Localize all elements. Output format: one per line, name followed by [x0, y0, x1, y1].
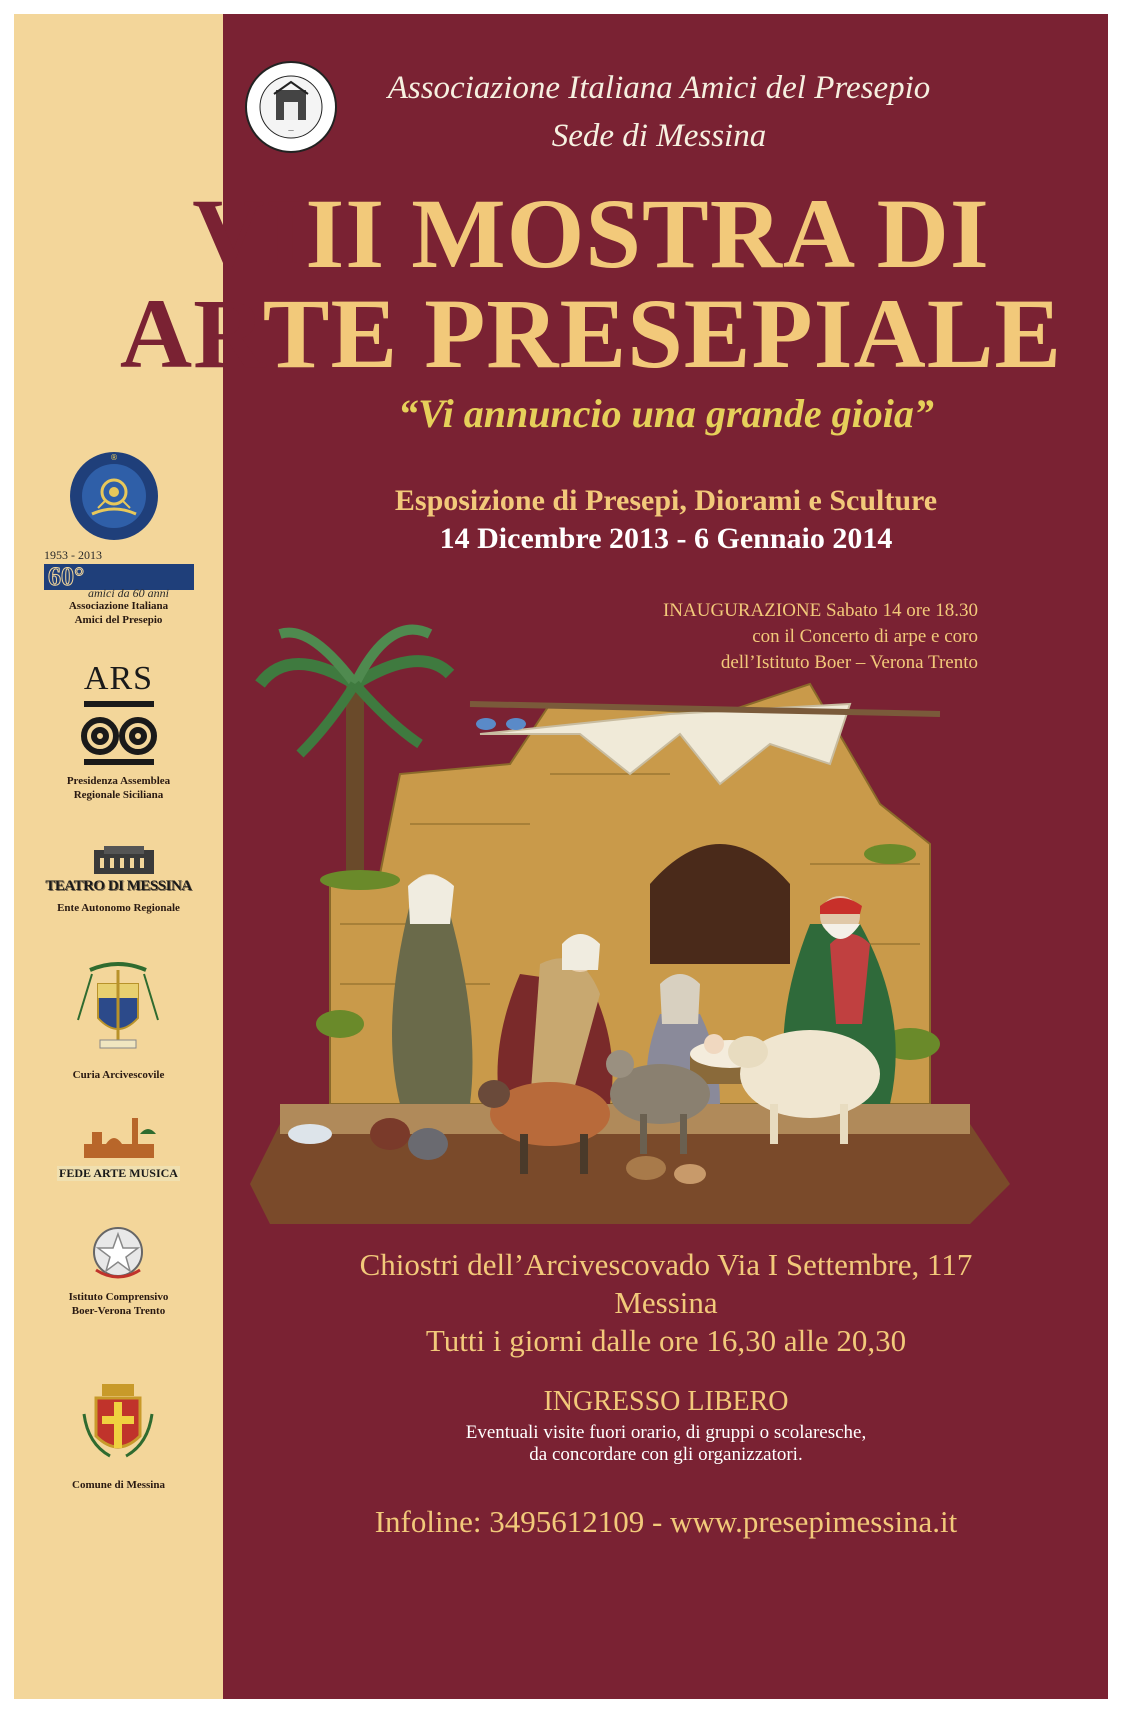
sponsor-caption: Curia Arcivescovile — [72, 1069, 165, 1081]
sponsor-curia — [14, 960, 223, 1090]
sponsor-name-line: Boer-Verona Trento — [71, 1305, 166, 1317]
inauguration-line-1 — [663, 598, 978, 624]
messina-crest-icon — [14, 1384, 223, 1464]
sponsor-name-line: Presidenza Assemblea — [66, 775, 171, 787]
sixty-tagline: amici da 60 anni — [88, 586, 169, 600]
poster — [14, 14, 1108, 1699]
skyline-logo — [14, 1114, 223, 1162]
sponsor-association — [14, 444, 223, 634]
nativity-scene-image — [250, 624, 1010, 1244]
title-rest: II MOSTRA DI — [305, 178, 990, 289]
entry-note — [224, 1422, 1108, 1466]
entry-note-line: Eventuali visite fuori orario, di gruppi o scolaresche, — [465, 1422, 867, 1443]
sponsor-name-line: Istituto Comprensivo — [68, 1291, 169, 1303]
sixty-number: 60° — [48, 562, 85, 591]
sponsor-fede-arte-musica — [14, 1114, 223, 1184]
association-seat: Sede di Messina — [551, 118, 767, 154]
association-name: Associazione Italiana Amici del Presepio — [387, 70, 931, 106]
inauguration-time: Sabato 14 ore 18.30 — [826, 600, 978, 621]
archbishop-crest-icon — [14, 960, 223, 1056]
sixty-years-badge — [44, 548, 194, 598]
association-seal-logo — [244, 60, 338, 154]
italian-emblem-icon — [14, 1224, 223, 1282]
venue-address: Chiostri dell’Arcivescovado Via I Settembre, 117 — [359, 1247, 973, 1282]
ars-spiral-logo — [14, 698, 223, 768]
sponsor-caption — [14, 599, 223, 627]
association-rose-logo — [14, 444, 223, 554]
motto: “Vi annuncio una grande gioia” — [398, 391, 934, 436]
svg-text:—: — — [288, 127, 294, 134]
title-initial: AR — [119, 278, 263, 389]
exhibition-dates: 14 Dicembre 2013 - 6 Gennaio 2014 — [439, 522, 893, 555]
inauguration-line-2: con il Concerto di arpe e coro — [752, 626, 978, 647]
anniversary-years: 1953 - 2013 — [44, 548, 102, 562]
title-line-1 — [74, 178, 1108, 289]
teatro-logo-text: TEATRO DI MESSINA — [45, 878, 192, 894]
sponsor-name-line: Associazione Italiana — [68, 600, 169, 612]
inauguration-line-3: dell’Istituto Boer – Verona Trento — [720, 652, 978, 673]
sponsor-comune — [14, 1384, 223, 1504]
title-rest: TE PRESEPIALE — [262, 278, 1063, 389]
venue-city: Messina — [614, 1285, 718, 1320]
exhibition-subtitle: Esposizione di Presepi, Diorami e Sculture — [394, 484, 938, 517]
opening-hours: Tutti i giorni dalle ore 16,30 alle 20,30 — [425, 1323, 907, 1358]
sponsor-caption — [14, 1290, 223, 1318]
sponsor-name-line: Amici del Presepio — [74, 614, 163, 626]
fede-logo-text: FEDE ARTE MUSICA — [59, 1166, 178, 1180]
sponsor-ars — [14, 654, 223, 804]
main-title — [74, 178, 1108, 389]
theatre-building-logo — [14, 846, 223, 878]
infoline: Infoline: 3495612109 - www.presepimessina.it — [374, 1504, 958, 1539]
inauguration-label: INAUGURAZIONE — [662, 600, 822, 621]
sponsor-caption: Ente Autonomo Regionale — [57, 902, 180, 914]
sponsor-teatro — [14, 846, 223, 926]
sponsor-name-line: Regionale Siciliana — [73, 789, 164, 801]
title-initial: VI — [192, 178, 306, 289]
sponsor-caption — [14, 774, 223, 802]
entry-title: INGRESSO LIBERO — [543, 1386, 789, 1417]
entry-note-line: da concordare con gli organizzatori. — [529, 1444, 803, 1465]
ars-logo-text: ARS — [83, 660, 154, 697]
sponsor-istituto — [14, 1224, 223, 1324]
sponsor-caption: Comune di Messina — [72, 1479, 165, 1491]
title-line-2 — [74, 278, 1108, 389]
svg-text:®: ® — [110, 453, 118, 462]
